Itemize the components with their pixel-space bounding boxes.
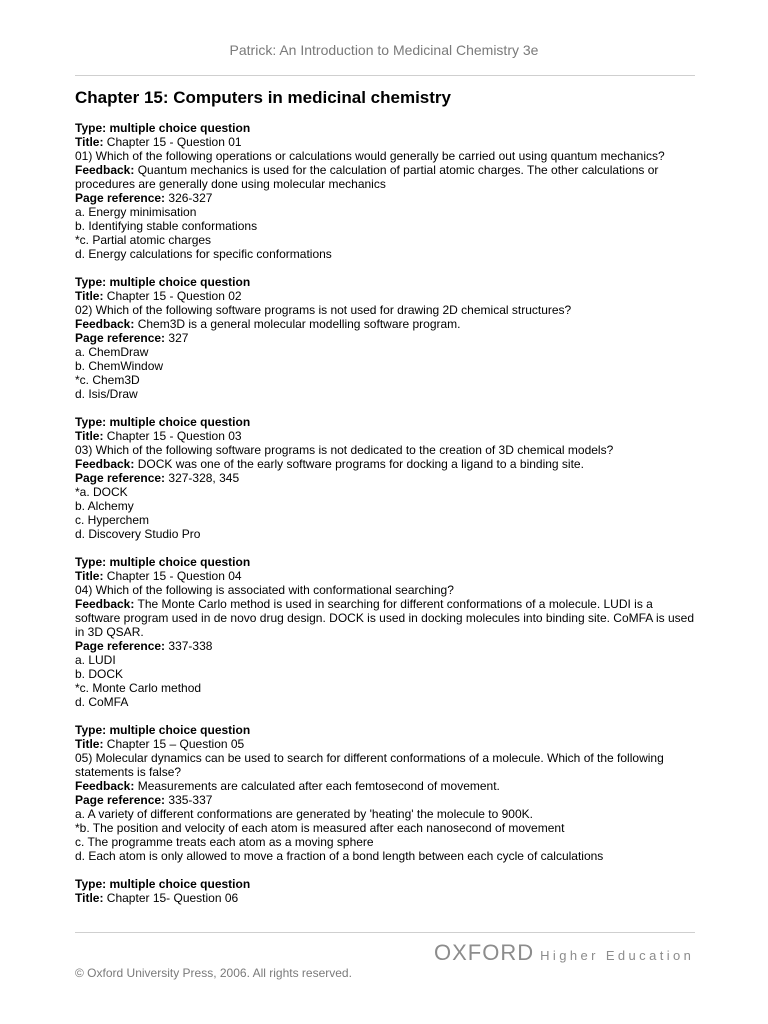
type-line: Type: multiple choice question (75, 121, 251, 135)
option: d. Energy calculations for specific conformations (75, 247, 332, 261)
type-line: Type: multiple choice question (75, 275, 251, 289)
logo-wordmark: OXFORD (434, 940, 535, 965)
option: a. ChemDraw (75, 345, 149, 359)
question-block (75, 415, 695, 541)
page-reference-line: Page reference: 327 (75, 331, 189, 345)
type-line: Type: multiple choice question (75, 415, 251, 429)
title-line: Title: Chapter 15 - Question 01 (75, 135, 242, 149)
option: b. ChemWindow (75, 359, 164, 373)
feedback-line: Feedback: Chem3D is a general molecular modelling software program. (75, 317, 461, 331)
question-block (75, 121, 695, 261)
question-block (75, 723, 695, 863)
title-line: Title: Chapter 15- Question 06 (75, 891, 239, 905)
option: b. DOCK (75, 667, 124, 681)
question-text: 04) Which of the following is associated with conformational searching? (75, 583, 454, 597)
title-line: Title: Chapter 15 – Question 05 (75, 737, 245, 751)
copyright-notice: © Oxford University Press, 2006. All rights reserved. (75, 966, 352, 980)
page-reference-line: Page reference: 326-327 (75, 191, 213, 205)
option: d. CoMFA (75, 695, 129, 709)
type-line: Type: multiple choice question (75, 723, 251, 737)
title-line: Title: Chapter 15 - Question 02 (75, 289, 242, 303)
question-block (75, 275, 695, 401)
chapter-title: Chapter 15: Computers in medicinal chemistry (75, 88, 451, 107)
logo-subtitle: Higher Education (540, 948, 695, 963)
option: *a. DOCK (75, 485, 128, 499)
option: d. Isis/Draw (75, 387, 138, 401)
page-reference-line: Page reference: 335-337 (75, 793, 213, 807)
feedback-line: Feedback: Quantum mechanics is used for the calculation of partial atomic charges. The other calculations or procedures are generally done using molecular mechanics (75, 163, 659, 191)
footer-divider (75, 932, 695, 933)
option: b. Alchemy (75, 499, 134, 513)
question-text: 05) Molecular dynamics can be used to search for different conformations of a molecule. Which of the following statements is false? (75, 751, 664, 779)
option: a. LUDI (75, 653, 116, 667)
header-divider (75, 75, 695, 76)
option: d. Each atom is only allowed to move a fraction of a bond length between each cycle of calculations (75, 849, 604, 863)
type-line: Type: multiple choice question (75, 877, 251, 891)
option: *c. Partial atomic charges (75, 233, 212, 247)
option: *c. Chem3D (75, 373, 140, 387)
feedback-line: Feedback: The Monte Carlo method is used in searching for different conformations of a molecule. LUDI is a software program used in de novo drug design. DOCK is used in docking molecules into binding site. CoMFA is used in 3D QSAR. (75, 597, 694, 639)
publisher-logo (434, 940, 694, 966)
question-block (75, 555, 695, 709)
page-reference-line: Page reference: 327-328, 345 (75, 471, 240, 485)
title-line: Title: Chapter 15 - Question 03 (75, 429, 242, 443)
question-text: 01) Which of the following operations or calculations would generally be carried out using quantum mechanics? (75, 149, 665, 163)
option: c. Hyperchem (75, 513, 150, 527)
title-line: Title: Chapter 15 - Question 04 (75, 569, 242, 583)
option: c. The programme treats each atom as a moving sphere (75, 835, 374, 849)
page-reference-line: Page reference: 337-338 (75, 639, 213, 653)
type-line: Type: multiple choice question (75, 555, 251, 569)
question-list (75, 121, 695, 919)
option: *c. Monte Carlo method (75, 681, 202, 695)
feedback-line: Feedback: DOCK was one of the early software programs for docking a ligand to a binding site. (75, 457, 584, 471)
option: *b. The position and velocity of each atom is measured after each nanosecond of movement (75, 821, 565, 835)
option: a. Energy minimisation (75, 205, 197, 219)
option: b. Identifying stable conformations (75, 219, 258, 233)
option: a. A variety of different conformations are generated by 'heating' the molecule to 900K. (75, 807, 533, 821)
question-block (75, 877, 695, 905)
question-text: 02) Which of the following software programs is not used for drawing 2D chemical structures? (75, 303, 572, 317)
question-text: 03) Which of the following software programs is not dedicated to the creation of 3D chemical models? (75, 443, 614, 457)
page-header: Patrick: An Introduction to Medicinal Chemistry 3e (229, 42, 539, 58)
option: d. Discovery Studio Pro (75, 527, 201, 541)
feedback-line: Feedback: Measurements are calculated after each femtosecond of movement. (75, 779, 500, 793)
